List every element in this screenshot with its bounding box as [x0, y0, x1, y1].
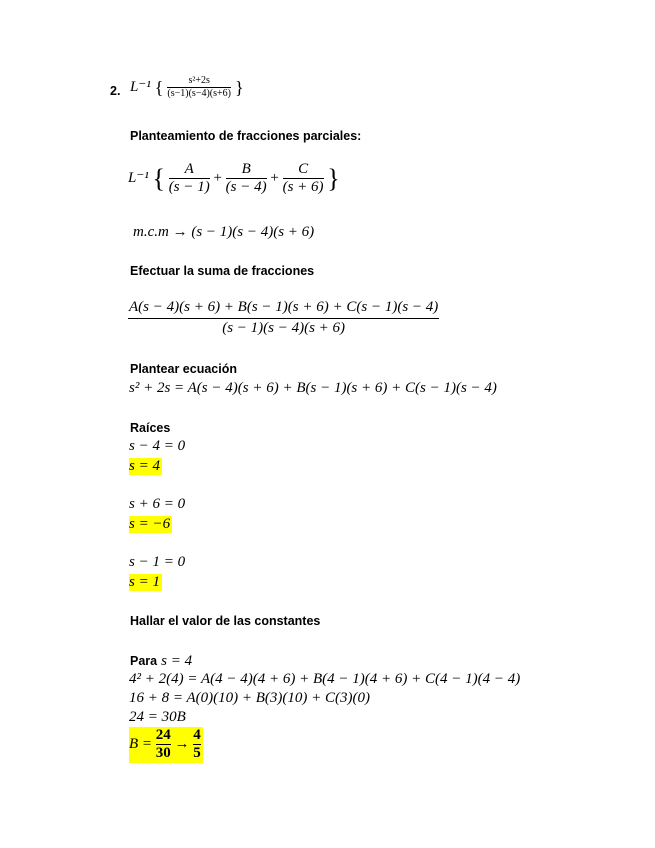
result-simplified-numerator: 4	[193, 727, 201, 743]
root-solution-text: s = 1	[129, 574, 160, 590]
combined-fraction-body	[128, 300, 439, 337]
problem-denominator: (s−1)(s−4)(s+6)	[167, 87, 231, 99]
step-text: 16 + 8 = A(0)(10) + B(3)(10) + C(3)(0)	[129, 690, 370, 706]
result-lhs: B =	[129, 736, 153, 753]
denominator-C: (s + 6)	[282, 178, 324, 195]
left-brace: {	[154, 77, 164, 98]
problem-numerator: s²+2s	[188, 75, 210, 86]
substitution-step	[129, 709, 186, 726]
lcm-text: m.c.m → (s − 1)(s − 4)(s + 6)	[133, 224, 315, 240]
combined-numerator: A(s − 4)(s + 6) + B(s − 1)(s + 6) + C(s − 1)(s − 4)	[129, 299, 439, 315]
root-equation	[129, 554, 185, 571]
equation-text: s² + 2s = A(s − 4)(s + 6) + B(s − 1)(s + 6) + C(s − 1)(s − 4)	[129, 380, 497, 396]
combined-denominator: (s − 1)(s − 4)(s + 6)	[222, 319, 346, 336]
laplace-operator: L⁻¹	[130, 79, 151, 96]
root-equation-text: s − 4 = 0	[129, 438, 186, 454]
constant-A: A	[184, 161, 194, 177]
heading-constants: Hallar el valor de las constantes	[130, 614, 321, 628]
result-simplified-denominator: 5	[193, 744, 201, 761]
result-numerator: 24	[155, 727, 171, 743]
item-number: 2.	[110, 84, 121, 98]
right-brace: }	[234, 77, 244, 98]
heading-equation: Plantear ecuación	[130, 362, 237, 376]
combined-fraction	[128, 300, 439, 337]
for-s-value: s = 4	[161, 653, 193, 669]
step-text: 24 = 30B	[129, 709, 186, 725]
fraction-B	[226, 162, 267, 196]
plus-sign: +	[213, 170, 222, 187]
for-s-line	[130, 652, 192, 670]
fraction-C	[283, 162, 324, 196]
heading-partial-fractions: Planteamiento de fracciones parciales:	[130, 129, 362, 143]
laplace-operator: L⁻¹	[128, 170, 149, 187]
root-equation	[129, 496, 185, 513]
heading-roots: Raíces	[130, 421, 171, 435]
root-equation-text: s − 1 = 0	[129, 554, 186, 570]
root-solution	[129, 574, 162, 591]
for-s-label: Para	[130, 654, 158, 668]
root-equation-text: s + 6 = 0	[129, 496, 186, 512]
result-B	[129, 727, 203, 763]
constant-C: C	[298, 161, 309, 177]
equation-line	[129, 380, 497, 397]
partial-fraction-expression	[128, 162, 340, 196]
denominator-B: (s − 4)	[225, 178, 267, 195]
root-solution-text: s = 4	[129, 458, 160, 474]
denominator-A: (s − 1)	[168, 178, 210, 195]
root-solution	[129, 458, 162, 475]
step-text: 4² + 2(4) = A(4 − 4)(4 + 6) + B(4 − 1)(4 + 6) + C(4 − 1)(4 − 4)	[129, 671, 521, 687]
result-fraction	[156, 728, 171, 762]
root-solution-text: s = −6	[129, 516, 171, 532]
substitution-step	[129, 690, 370, 707]
problem-expression	[130, 76, 244, 99]
result-denominator: 30	[155, 744, 171, 761]
right-brace: }	[327, 163, 340, 193]
constant-B: B	[241, 161, 251, 177]
heading-sum-fractions: Efectuar la suma de fracciones	[130, 264, 315, 278]
left-brace: {	[152, 163, 165, 193]
substitution-step	[129, 671, 520, 688]
plus-sign: +	[270, 170, 279, 187]
result-simplified-fraction	[193, 728, 201, 762]
problem-fraction	[167, 76, 231, 99]
lcm-line	[133, 224, 314, 241]
fraction-A	[169, 162, 210, 196]
arrow-icon: →	[174, 736, 190, 753]
root-solution	[129, 516, 172, 533]
root-equation	[129, 438, 185, 455]
